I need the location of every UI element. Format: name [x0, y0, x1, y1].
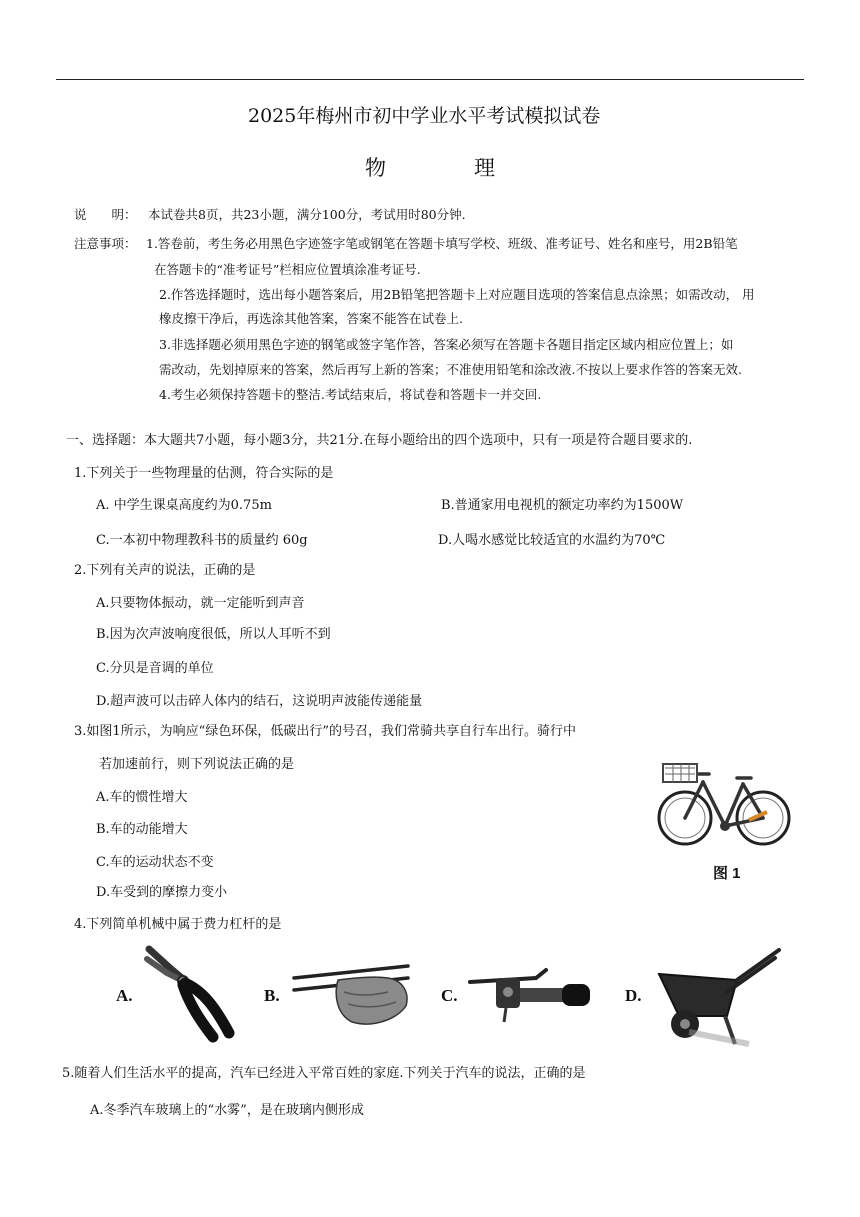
note-3-line-2: 需改动，先划掉原来的答案，然后再写上新的答案；不准使用铅笔和涂改液.不按以上要求作答的答案无效. [159, 362, 742, 377]
q2-option-d: D.超声波可以击碎人体内的结石，这说明声波能传递能量 [96, 694, 423, 709]
subject-char-right: 理 [474, 156, 495, 180]
chopsticks-icon [292, 958, 412, 1028]
q2-option-b: B.因为次声波响度很低，所以人耳听不到 [96, 627, 331, 642]
q3-option-c: C.车的运动状态不变 [96, 855, 214, 870]
q3-option-a: A.车的惯性增大 [96, 790, 188, 805]
q1-option-d: D.人喝水感觉比较适宜的水温约为70℃ [438, 533, 666, 548]
q1-option-c: C.一本初中物理教科书的质量约 60g [96, 533, 308, 548]
note-2-line-2: 橡皮擦干净后，再选涂其他答案，答案不能答在试卷上. [159, 311, 463, 326]
q3-option-b: B.车的动能增大 [96, 822, 188, 837]
header-rule [56, 79, 804, 80]
q2-stem: 2.下列有关声的说法，正确的是 [74, 563, 256, 578]
q4-label-a: A. [116, 986, 133, 1005]
exam-title: 2025年梅州市初中学业水平考试模拟试卷 [248, 105, 601, 127]
q4-stem: 4.下列简单机械中属于费力杠杆的是 [74, 917, 282, 932]
q4-label-b: B. [264, 986, 280, 1005]
q2-option-a: A.只要物体振动，就一定能听到声音 [96, 596, 305, 611]
note-2-line-1: 2.作答选择题时，选出每小题答案后，用2B铅笔把答题卡上对应题目选项的答案信息点涂黑；如需改动， 用 [159, 287, 755, 302]
section-1-heading: 一、选择题：本大题共7小题，每小题3分，共21分.在每小题给出的四个选项中，只有一项是符合题目要求的. [66, 433, 693, 448]
q3-option-d: D.车受到的摩擦力变小 [96, 885, 228, 900]
q4-label-c: C. [441, 986, 458, 1005]
q1-option-a: A. 中学生课桌高度约为0.75m [96, 498, 272, 513]
wheelbarrow-icon [653, 944, 785, 1050]
q3-stem-line-1: 3.如图1所示，为响应“绿色环保，低碳出行”的号召，我们常骑共享自行车出行。骑行中 [74, 724, 576, 739]
subject-char-left: 物 [365, 156, 386, 180]
q2-option-c: C.分贝是音调的单位 [96, 661, 214, 676]
description-label: 说 明： [74, 207, 137, 222]
q5-option-a: A.冬季汽车玻璃上的“水雾”，是在玻璃内侧形成 [90, 1103, 364, 1118]
notes-label: 注意事项： [74, 236, 137, 251]
note-1-line-2: 在答题卡的“准考证号”栏相应位置填涂准考证号. [154, 262, 421, 277]
figure-1-caption: 图 1 [713, 865, 741, 882]
bicycle-icon [655, 746, 795, 852]
q5-stem: 5.随着人们生活水平的提高，汽车已经进入平常百姓的家庭.下列关于汽车的说法，正确的是 [62, 1066, 586, 1081]
q1-option-b: B.普通家用电视机的额定功率约为1500W [441, 498, 684, 513]
q3-stem-line-2: 若加速前行，则下列说法正确的是 [99, 757, 295, 772]
q4-label-d: D. [625, 986, 642, 1005]
brake-lever-icon [466, 964, 592, 1024]
q1-stem: 1.下列关于一些物理量的估测，符合实际的是 [74, 466, 334, 481]
note-3-line-1: 3.非选择题必须用黑色字迹的钢笔或签字笔作答，答案必须写在答题卡各题目指定区域内相应位置上；如 [159, 337, 734, 352]
description-text: 本试卷共8页，共23小题，满分100分，考试用时80分钟. [148, 207, 466, 222]
note-1-line-1: 1.答卷前，考生务必用黑色字迹签字笔或钢笔在答题卡填写学校、班级、准考证号、姓名和座号，用2B铅笔 [146, 236, 738, 251]
note-4: 4.考生必须保持答题卡的整洁.考试结束后，将试卷和答题卡一并交回. [159, 387, 542, 402]
pliers-icon [143, 945, 238, 1041]
